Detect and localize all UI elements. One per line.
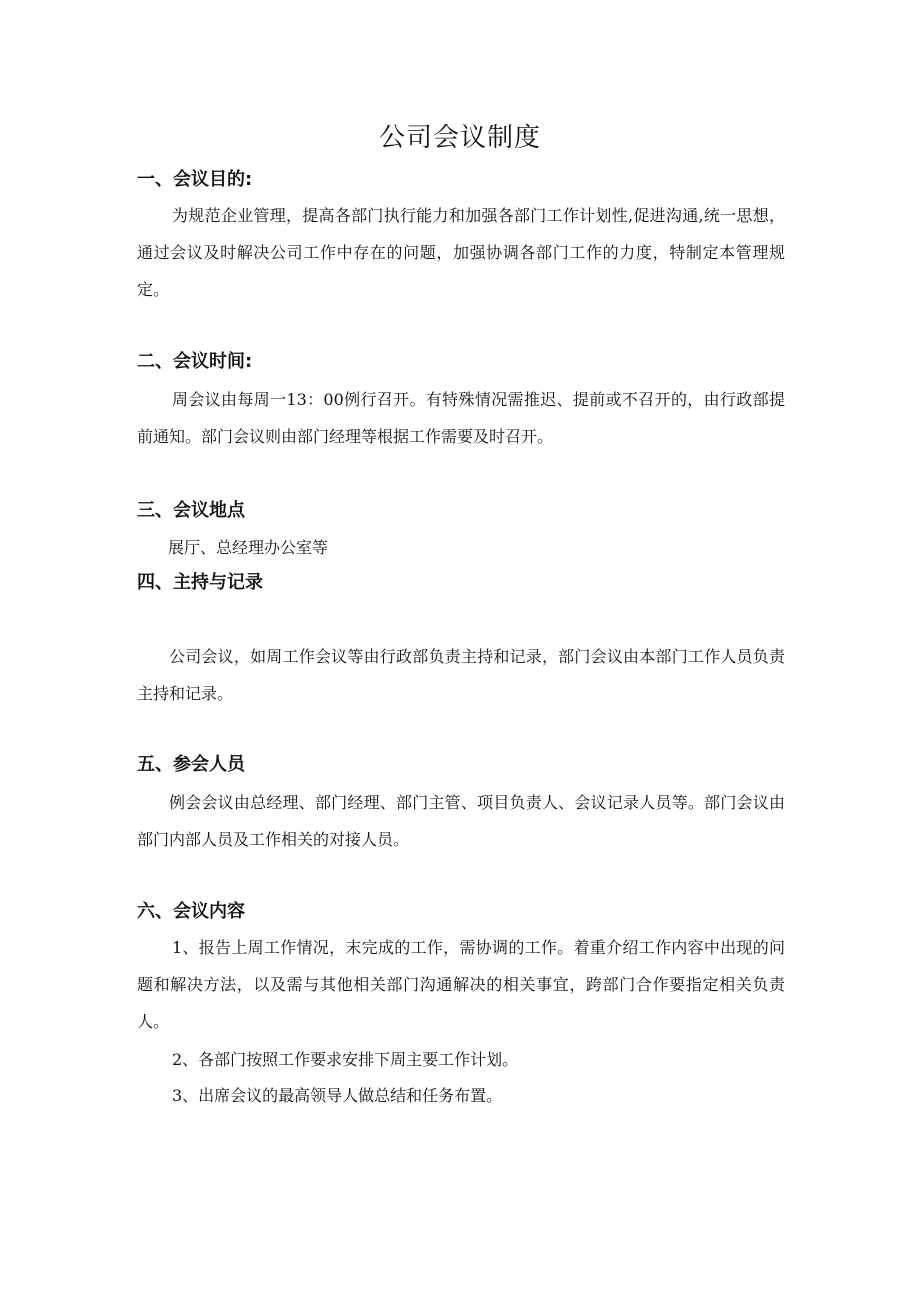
section-paragraph-host-record: 公司会议，如周工作会议等由行政部负责主持和记录，部门会议由本部门工作人员负责主持和记录。 [137,647,785,703]
section-paragraph-content-3: 3、出席会议的最高领导人做总结和任务布置。 [172,1086,503,1105]
section-paragraph-content-1: 1、报告上周工作情况，末完成的工作，需协调的工作。着重介绍工作内容中出现的问题和解决方法，以及需与其他相关部门沟通解决的相关事宜，跨部门合作要指定相关负责人。 [137,938,785,1031]
section-heading-location: 三、会议地点 [137,500,245,521]
section-heading-content: 六、会议内容 [137,901,245,922]
section-paragraph-time: 周会议由每周一13：00例行召开。有特殊情况需推迟、提前或不召开的，由行政部提前通知。部门会议则由部门经理等根据工作需要及时召开。 [137,390,785,446]
section-heading-attendees: 五、参会人员 [137,754,245,775]
section-paragraph-attendees: 例会会议由总经理、部门经理、部门主管、项目负责人、会议记录人员等。部门会议由部门内部人员及工作相关的对接人员。 [137,793,785,849]
section-paragraph-content-2: 2、各部门按照工作要求安排下周主要工作计划。 [172,1050,519,1069]
section-heading-purpose: 一、会议目的: [137,169,253,190]
section-heading-host-record: 四、主持与记录 [137,572,263,593]
section-heading-time: 二、会议时间: [137,351,253,372]
document-title: 公司会议制度 [378,123,541,153]
section-paragraph-location: 展厅、总经理办公室等 [168,538,329,557]
section-paragraph-purpose: 为规范企业管理，提高各部门执行能力和加强各部门工作计划性,促进沟通,统一思想，通过会议及时解决公司工作中存在的问题，加强协调各部门工作的力度，特制定本管理规定。 [137,206,785,299]
